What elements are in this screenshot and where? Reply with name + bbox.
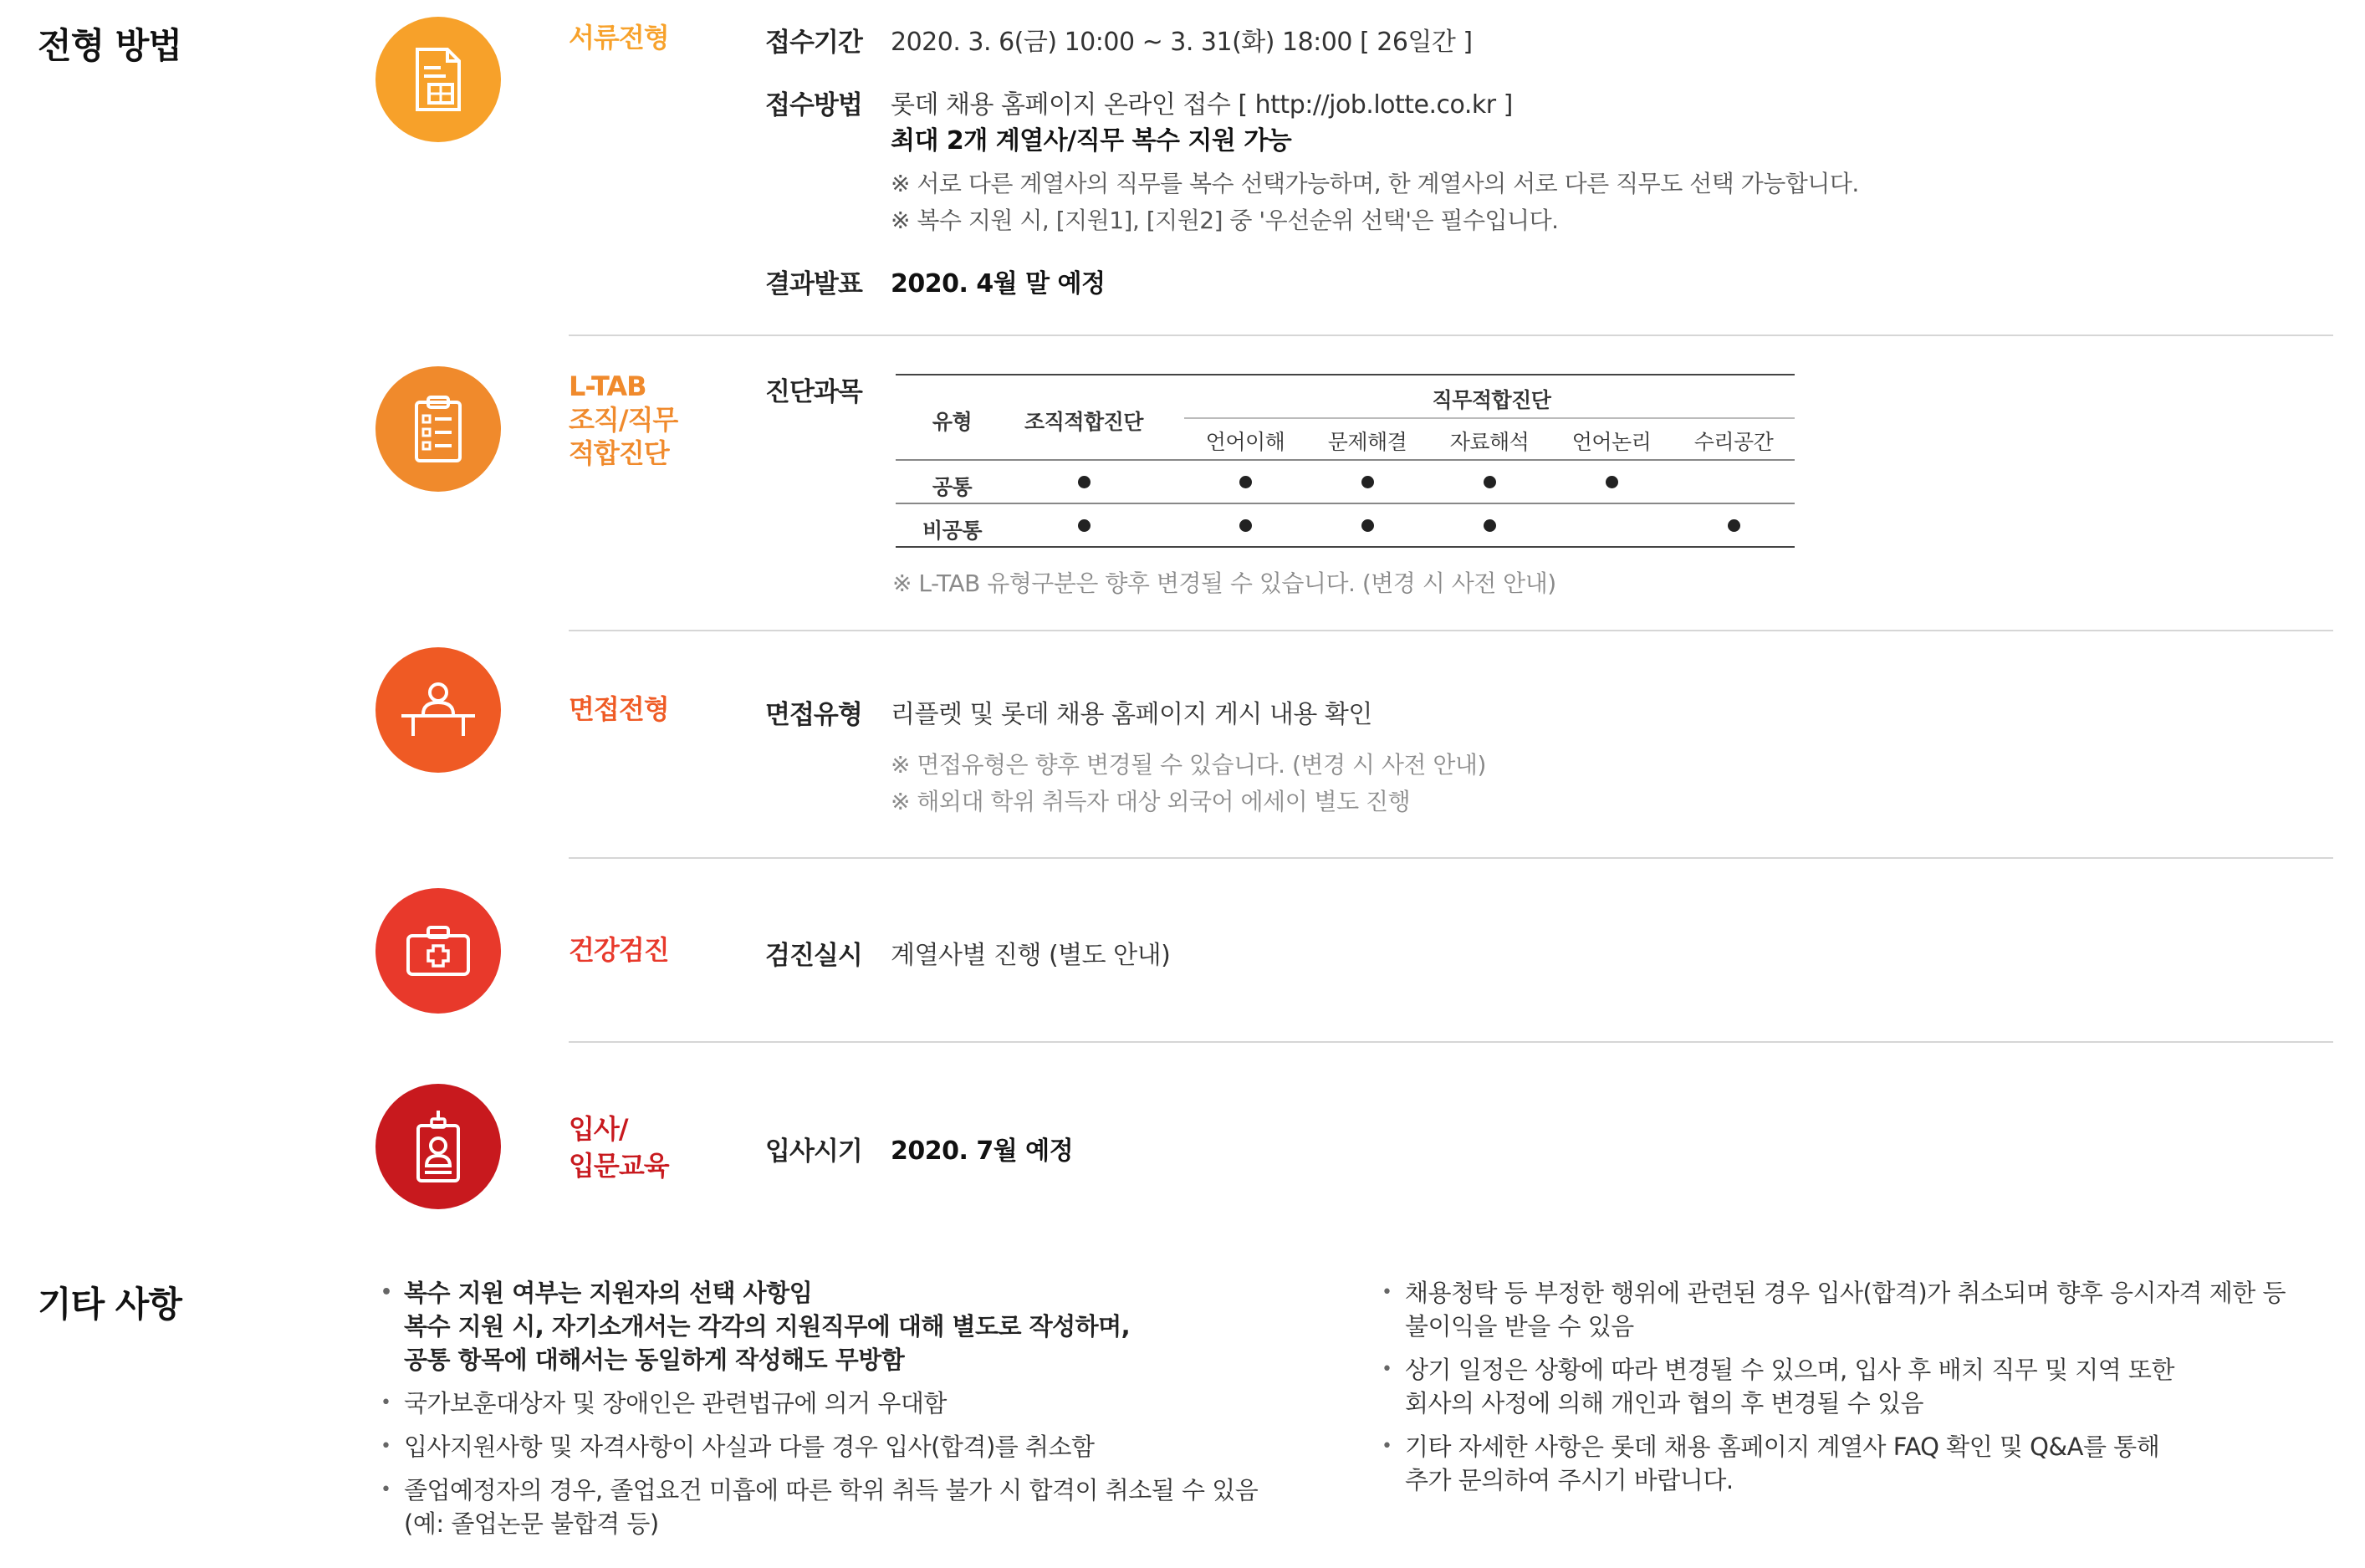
table-mark [1361, 476, 1374, 488]
divider [569, 335, 2333, 336]
list-item-line: 회사의 사정에 의해 개인과 협의 후 변경될 수 있음 [1405, 1389, 1924, 1417]
table-mark [1728, 519, 1740, 532]
checklist-clipboard-icon [375, 366, 501, 492]
id-badge-icon [375, 1084, 501, 1209]
label-interview-type: 면접유형 [765, 700, 862, 730]
document-icon [375, 17, 501, 142]
list-item-line: • 채용청탁 등 부정한 행위에 관련된 경우 입사(합격)가 취소되며 향후 응시자격 제한 등 [1405, 1279, 2286, 1307]
list-item-line: • 입사지원사항 및 자격사항이 사실과 다를 경우 입사(합격)를 취소함 [404, 1433, 1095, 1461]
table-subhead: 수리공간 [1693, 430, 1774, 454]
step-name-join [569, 1111, 669, 1184]
table-subhead: 언어이해 [1205, 430, 1285, 454]
label-subject: 진단과목 [765, 377, 862, 407]
table-mark [1239, 476, 1252, 488]
medical-kit-icon [375, 888, 501, 1014]
table-mark [1484, 476, 1496, 488]
table-header [896, 375, 1795, 461]
step-name-line: L-TAB [569, 370, 646, 402]
table-subhead: 언어논리 [1571, 430, 1652, 454]
note-multi-1: ※ 서로 다른 계열사의 직무를 복수 선택가능하며, 한 계열사의 서로 다른 직무도 선택 가능합니다. [891, 170, 1859, 197]
other-notes-left [381, 1276, 1258, 1550]
value-multi-apply: 최대 2개 계열사/직무 복수 지원 가능 [891, 126, 1292, 156]
table-subhead: 문제해결 [1327, 430, 1407, 454]
list-item-line: • 국가보훈대상자 및 장애인은 관련법규에 의거 우대함 [404, 1389, 947, 1417]
table-mark [1361, 519, 1374, 532]
list-item-line: 불이익을 받을 수 있음 [1405, 1312, 1634, 1341]
step-name-line: 면접전형 [569, 693, 669, 725]
list-item [381, 1276, 1258, 1376]
divider [569, 857, 2333, 859]
list-item [381, 1474, 1258, 1540]
label-result: 결과발표 [765, 269, 862, 299]
table-mark [1484, 519, 1496, 532]
value-period: 2020. 3. 6(금) 10:00 ~ 3. 31(화) 18:00 [ 26일간 ] [891, 28, 1473, 57]
divider [569, 1041, 2333, 1043]
list-item-line: • 기타 자세한 사항은 롯데 채용 홈페이지 계열사 FAQ 확인 및 Q&A를 통해 [1405, 1433, 2160, 1461]
table-head-type: 유형 [932, 410, 973, 434]
step-name-line: 입사/ [569, 1113, 628, 1145]
section-title-other: 기타 사항 [38, 1284, 181, 1325]
table-mark [1606, 476, 1618, 488]
section-title-selection: 전형 방법 [38, 25, 181, 66]
step-name-interview [569, 692, 669, 726]
label-method: 접수방법 [765, 90, 862, 120]
table-row-name: 비공통 [922, 518, 982, 543]
table-subhead: 자료해석 [1449, 430, 1530, 454]
other-notes-right [1382, 1276, 2286, 1507]
list-item [1382, 1430, 2286, 1497]
list-item-line: • 졸업예정자의 경우, 졸업요건 미흡에 따른 학위 취득 불가 시 합격이 취소될 수 있음 [404, 1476, 1259, 1504]
value-interview-type: 리플렛 및 롯데 채용 홈페이지 게시 내용 확인 [891, 700, 1372, 729]
note-interview-1: ※ 면접유형은 향후 변경될 수 있습니다. (변경 시 사전 안내) [891, 751, 1486, 779]
table-mark [1239, 519, 1252, 532]
value-method: 롯데 채용 홈페이지 온라인 접수 [ http://job.lotte.co.kr ] [891, 90, 1513, 120]
value-join-date: 2020. 7월 예정 [891, 1136, 1074, 1166]
step-name-ltab [569, 370, 677, 470]
table-row-name: 공통 [932, 475, 973, 499]
interview-desk-icon [375, 647, 501, 773]
value-result: 2020. 4월 말 예정 [891, 269, 1106, 299]
note-interview-2: ※ 해외대 학위 취득자 대상 외국어 에세이 별도 진행 [891, 788, 1411, 815]
list-item [381, 1430, 1258, 1463]
ltab-table [896, 374, 1795, 548]
list-item-line: 공통 항목에 대해서는 동일하게 작성해도 무방함 [404, 1346, 905, 1374]
label-join-date: 입사시기 [765, 1136, 862, 1167]
step-name-line: 입문교육 [569, 1150, 669, 1182]
step-name-line: 조직/직무 [569, 404, 678, 436]
divider [569, 630, 2333, 631]
table-row [896, 504, 1795, 548]
step-name-document [569, 21, 669, 54]
value-health: 계열사별 진행 (별도 안내) [891, 941, 1171, 970]
list-item-line: • 상기 일정은 상황에 따라 변경될 수 있으며, 입사 후 배치 직무 및 지역 또한 [1405, 1356, 2174, 1384]
table-mark [1078, 476, 1091, 488]
note-multi-2: ※ 복수 지원 시, [지원1], [지원2] 중 '우선순위 선택'은 필수입니다. [891, 207, 1559, 234]
table-row [896, 461, 1795, 504]
note-ltab: ※ L-TAB 유형구분은 향후 변경될 수 있습니다. (변경 시 사전 안내) [892, 569, 1556, 597]
table-subhead-rule [1184, 417, 1795, 419]
table-head-org: 조직적합진단 [1024, 410, 1143, 434]
step-name-line: 건강검진 [569, 934, 669, 966]
table-mark [1078, 519, 1091, 532]
step-name-line: 서류전형 [569, 22, 669, 54]
table-head-job: 직무적합진단 [1432, 388, 1551, 412]
label-health: 검진실시 [765, 941, 862, 971]
list-item-line: • 복수 지원 여부는 지원자의 선택 사항임 [404, 1279, 813, 1307]
label-period: 접수기간 [765, 28, 862, 58]
list-item-line: (예: 졸업논문 불합격 등) [404, 1509, 659, 1538]
list-item-line: 복수 지원 시, 자기소개서는 각각의 지원직무에 대해 별도로 작성하며, [404, 1312, 1131, 1341]
list-item [1382, 1276, 2286, 1343]
step-name-line: 적합진단 [569, 437, 669, 469]
list-item [381, 1387, 1258, 1420]
list-item-line: 추가 문의하여 주시기 바랍니다. [1405, 1466, 1734, 1494]
step-name-health [569, 933, 669, 967]
list-item [1382, 1353, 2286, 1420]
